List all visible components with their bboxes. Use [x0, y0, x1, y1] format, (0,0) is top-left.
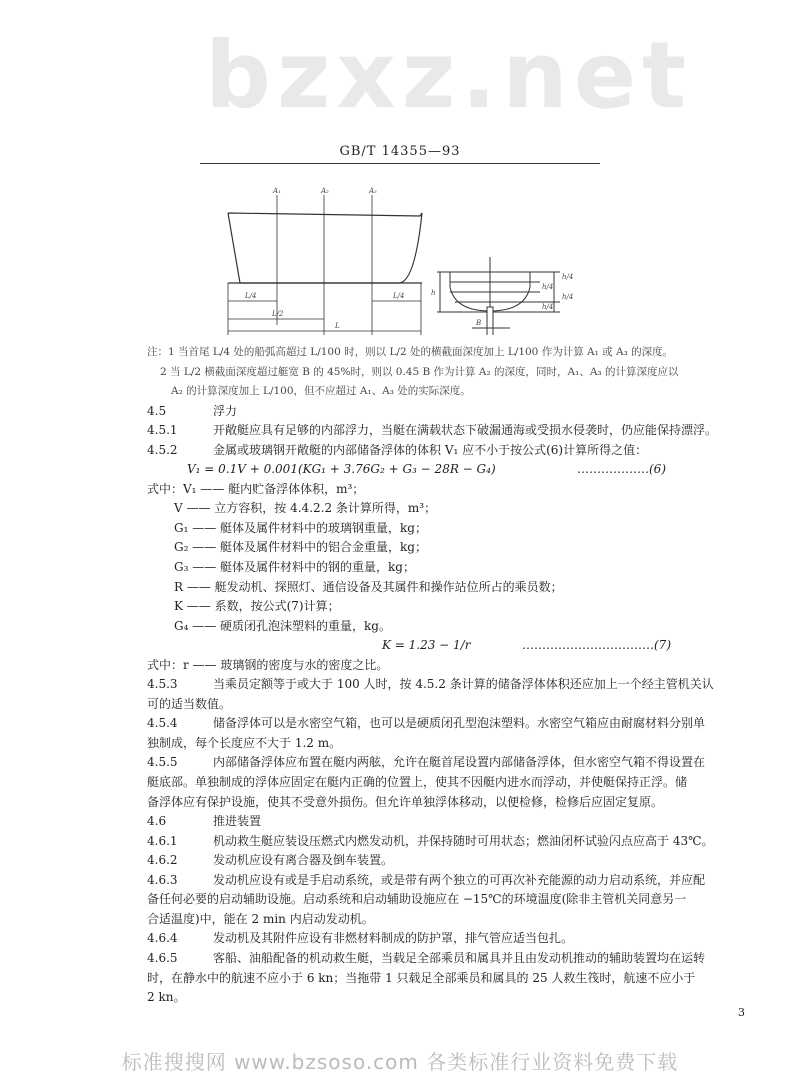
line-text: 独制成，每个长度应不大于 1.2 m。: [147, 735, 342, 750]
line-text: G₃ —— 艇体及属件材料中的钢的重量，kg；: [174, 560, 415, 575]
footer-watermark: 标准搜搜网 www.bzsoso.com 各类标准行业资料免费下载: [121, 1050, 679, 1074]
label-a2: A₂: [321, 187, 329, 195]
text-line: [147, 773, 687, 793]
line-text: G₂ —— 艇体及属件材料中的铝合金重量，kg；: [174, 540, 427, 555]
label-h4-2: h/4: [542, 283, 554, 291]
hull-diagram: [200, 175, 600, 335]
line-text: 艇底部。单独制成的浮体应固定在艇内正确的位置上，使其不因艇内进水而浮动，并使艇保持正浮。储: [147, 775, 688, 790]
label-h: h: [431, 289, 436, 297]
text-line: [147, 753, 706, 773]
hull-profile: [228, 213, 422, 283]
line-text: 式中：V₁ —— 艇内贮备浮体体积，m³；: [147, 481, 365, 496]
clause-number: 4.5.2: [147, 442, 178, 457]
note-line: [147, 343, 687, 363]
text-line: [147, 402, 687, 422]
clause-number: 4.6.4: [147, 931, 178, 946]
label-h4-4: h/4: [542, 303, 554, 311]
note-line: [147, 363, 687, 383]
text-line: [147, 832, 714, 852]
text-line: [147, 969, 696, 989]
line-text: 2 kn。: [147, 990, 186, 1005]
label-l: L: [335, 322, 340, 330]
text-line: [147, 949, 706, 969]
clause-number: 4.6.3: [147, 872, 178, 887]
label-a3: A₃: [369, 187, 377, 195]
document-body: [147, 343, 718, 1008]
note-line: [147, 382, 687, 402]
text-line: [147, 538, 687, 558]
clause-number: 4.5.1: [147, 423, 178, 438]
label-h4-1: h/4: [562, 273, 574, 281]
clause-number: 4.5.5: [147, 755, 178, 770]
line-text: 时，在静水中的航速不应小于 6 kn；当拖带 1 只载足全部乘员和属具的 25 人救生筏时，航速不应小于: [147, 970, 696, 985]
label-l4-right: L/4: [393, 292, 405, 300]
text-line: [147, 421, 718, 441]
clause-number: 4.5.3: [147, 677, 178, 692]
text-line: [147, 656, 687, 676]
line-text: 备任何必要的启动辅助设施。启动系统和启动辅助设施应在 −15℃的环境温度(除非主管机关同意另一: [147, 892, 687, 907]
text-line: [147, 910, 687, 930]
line-text: 发动机应设有离合器及倒车装置。: [213, 853, 394, 868]
line-text: 注：1 当首尾 L/4 处的船弧高超过 L/100 时，则以 L/2 处的横截面深度加上 L/100 作为计算 A₁ 或 A₃ 的深度。: [147, 346, 674, 358]
line-text: 发动机应设有或是手启动系统，或是带有两个独立的可再次补充能源的动力启动系统，并应配: [213, 872, 706, 887]
text-line: [147, 890, 687, 910]
line-text: 内部储备浮体应布置在艇内两舷，允许在艇首尾设置内部储备浮体，但水密空气箱不得设置在: [213, 755, 706, 770]
standard-number-header: GB/T 14355—93: [339, 144, 461, 159]
text-line: [147, 695, 687, 715]
text-line: [147, 812, 687, 832]
header-rule: [200, 163, 600, 164]
formula-number: ……………………………(7): [522, 638, 671, 653]
text-line: [147, 617, 687, 637]
text-line: [147, 714, 706, 734]
line-text: R —— 艇发动机、探照灯、通信设备及其属件和操作站位所占的乘员数；: [174, 579, 563, 594]
text-line: [147, 851, 687, 871]
formula-expression: K = 1.23 − 1/r: [382, 638, 471, 653]
formula-number: ………………(6): [577, 462, 666, 477]
text-line: [147, 793, 687, 813]
line-text: V —— 立方容积，按 4.4.2.2 条计算所得，m³；: [174, 501, 437, 516]
label-b: B: [476, 319, 482, 327]
clause-number: 4.5.4: [147, 716, 178, 731]
text-line: [147, 675, 714, 695]
line-text: 金属或玻璃钢开敞艇的内部储备浮体的体积 V₁ 应不小于按公式(6)计算所得之值：: [213, 442, 648, 457]
label-l4-left: L/4: [245, 292, 257, 300]
line-text: G₁ —— 艇体及属件材料中的玻璃钢重量，kg；: [174, 520, 427, 535]
page-number: 3: [738, 1006, 745, 1019]
line-text: 开敞艇应具有足够的内部浮力，当艇在满载状态下破漏通海或受损水侵袭时，仍应能保持漂浮。: [213, 423, 718, 438]
line-text: 当乘员定额等于或大于 100 人时，按 4.5.2 条计算的储备浮体体积还应加上一个经主管机关认: [213, 677, 714, 692]
text-line: [147, 871, 706, 891]
formula-line: [147, 636, 687, 656]
text-line: [147, 734, 687, 754]
cross-section: [437, 257, 560, 335]
line-text: 备浮体应有保护设施，使其不受意外损伤。但允许单独浮体移动，以便检修，检修后应固定复原。: [147, 794, 664, 809]
line-text: K —— 系数，按公式(7)计算；: [174, 599, 340, 614]
text-line: [147, 519, 687, 539]
line-text: 发动机及其附件应设有非燃材料制成的防护罩，排气管应适当包扎。: [213, 931, 574, 946]
line-text: 推进装置: [213, 814, 262, 829]
clause-number: 4.6: [147, 814, 167, 829]
text-line: [147, 558, 687, 578]
line-text: 客船、油船配备的机动救生艇，当载足全部乘员和属具并且由发动机推动的辅助装置均在运转: [213, 950, 706, 965]
line-text: 2 当 L/2 横截面深度超过艇宽 B 的 45%时，则以 0.45 B 作为计算 A₂ 的深度，同时，A₁、A₃ 的计算深度应以: [160, 365, 679, 378]
text-line: [147, 578, 687, 598]
line-text: 机动救生艇应装设压燃式内燃发动机，并保持随时可用状态；燃油闭杯试验闪点应高于 43℃。: [213, 833, 714, 848]
text-line: [147, 597, 687, 617]
line-text: A₂ 的计算深度加上 L/100，但不应超过 A₁、A₃ 处的实际深度。: [171, 385, 471, 398]
line-text: 浮力: [213, 403, 238, 418]
clause-number: 4.6.2: [147, 853, 178, 868]
line-text: 式中：r —— 玻璃钢的密度与水的密度之比。: [147, 657, 389, 672]
text-line: [147, 499, 687, 519]
line-text: 可的适当数值。: [147, 696, 232, 711]
clause-number: 4.6.1: [147, 833, 178, 848]
label-a1: A₁: [273, 187, 281, 195]
text-line: [147, 988, 687, 1008]
label-h4-3: h/4: [562, 293, 574, 301]
text-line: [147, 929, 687, 949]
text-line: [147, 441, 687, 461]
formula-line: [147, 460, 687, 480]
clause-number: 4.6.5: [147, 950, 178, 965]
line-text: 合适温度)中，能在 2 min 内启动发动机。: [147, 911, 374, 926]
line-text: 储备浮体可以是水密空气箱，也可以是硬质闭孔型泡沫塑料。水密空气箱应由耐腐材料分别单: [213, 716, 706, 731]
clause-number: 4.5: [147, 403, 167, 418]
formula-expression: V₁ = 0.1V + 0.001(KG₁ + 3.76G₂ + G₃ − 28R − G₄): [187, 462, 496, 477]
label-l2: L/2: [272, 310, 284, 318]
line-text: G₄ —— 硬质闭孔泡沫塑料的重量，kg。: [174, 618, 391, 633]
text-line: [147, 480, 687, 500]
watermark-bzxz: bzxz.net: [205, 22, 693, 129]
